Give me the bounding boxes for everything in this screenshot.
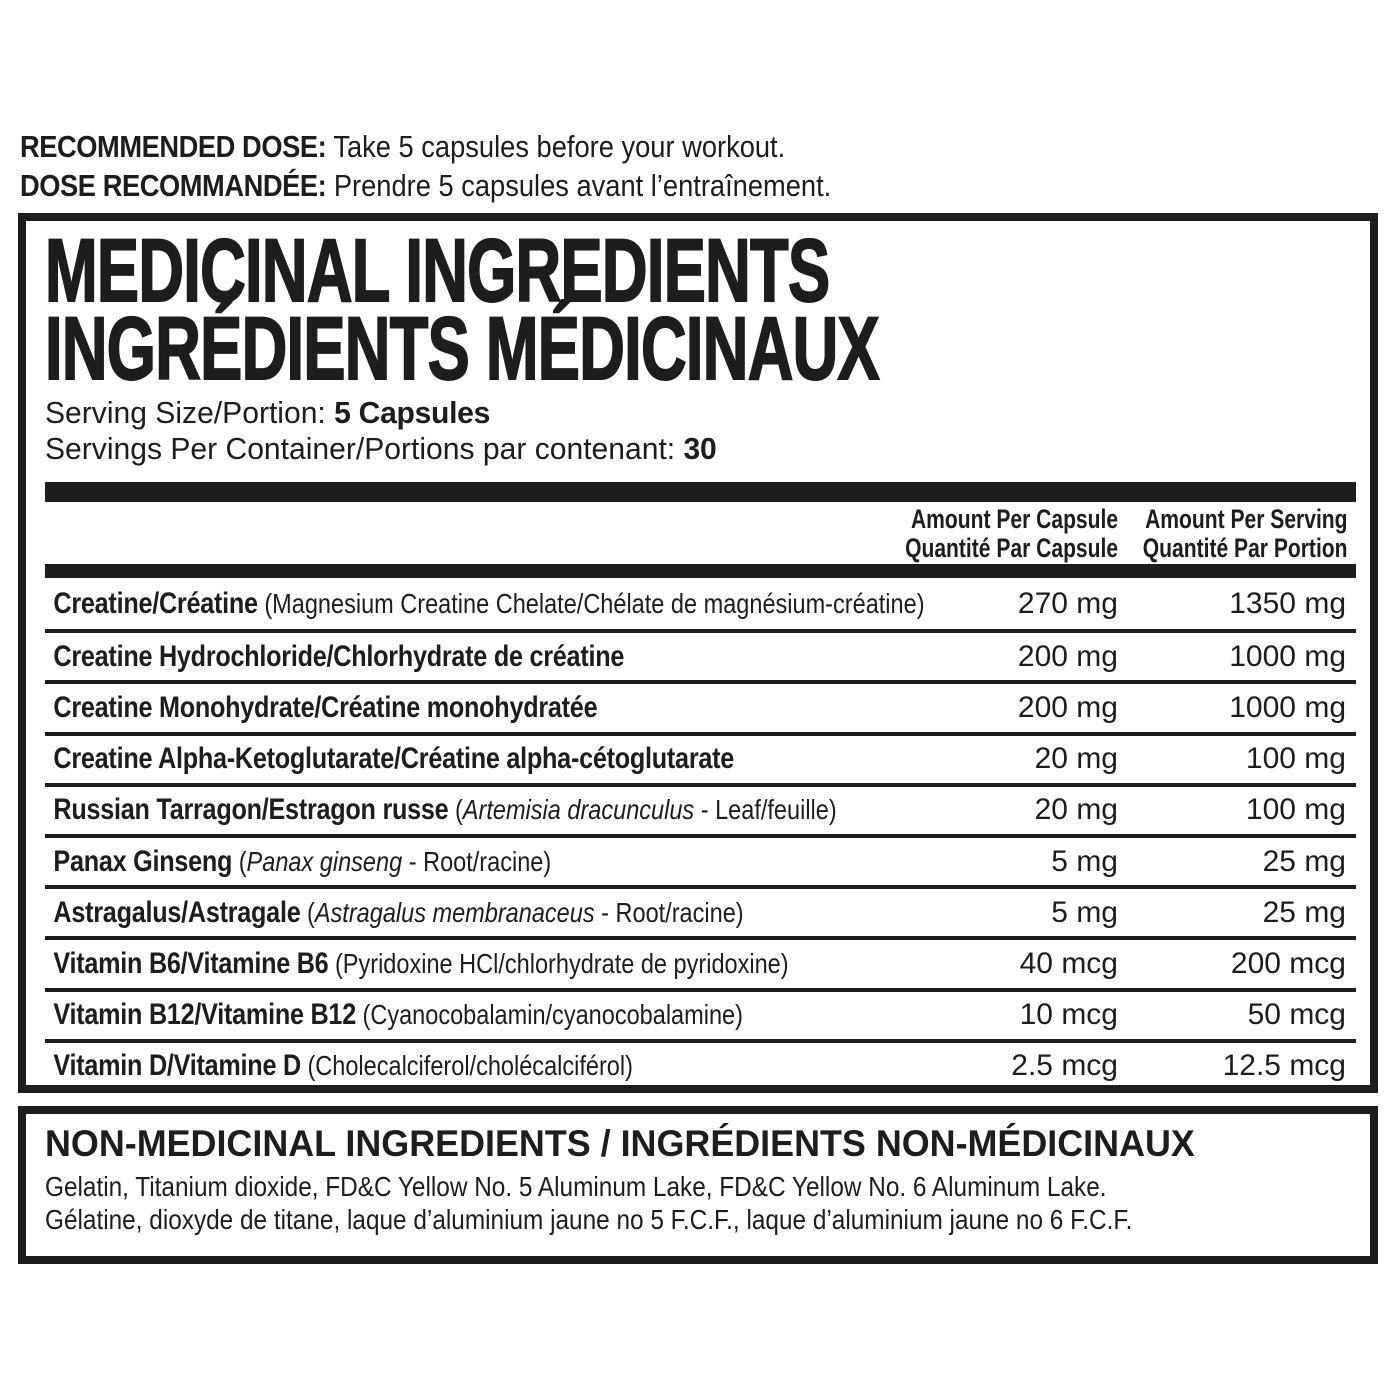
dose-text-en: Take 5 capsules before your workout. — [326, 129, 786, 164]
ingredient-name-cell — [45, 742, 804, 776]
ingredient-name-cell — [45, 793, 837, 827]
amount-per-capsule: 10 mcg — [1019, 998, 1118, 1032]
ingredient-name-cell — [45, 691, 804, 725]
ingredient-row — [45, 783, 1356, 834]
panel-title-fr: INGRÉDIENTS MÉDICINAUX — [45, 298, 879, 398]
ingredient-name: Russian Tarragon/Estragon russe — [53, 793, 449, 827]
ingredient-name-cell — [45, 998, 804, 1032]
dose-text-fr: Prendre 5 capsules avant l’entraînement. — [326, 168, 832, 203]
serving-size-label: Serving Size/Portion: — [45, 395, 335, 430]
dose-section — [20, 127, 942, 205]
panel-title-en: MEDICINAL INGREDIENTS — [45, 220, 830, 320]
dose-line-fr — [20, 166, 831, 205]
dose-label-fr: DOSE RECOMMANDÉE: — [20, 168, 327, 203]
ingredient-name: Vitamin B6/Vitamine B6 — [53, 946, 329, 980]
column-header-per-serving — [1143, 505, 1348, 563]
ingredient-row — [45, 988, 1356, 1039]
ingredient-row — [45, 885, 1356, 936]
ingredient-detail: (Artemisia dracunculus - Leaf/feuille) — [448, 794, 837, 826]
serving-size-line — [45, 395, 1317, 431]
panel-title — [45, 220, 1356, 398]
amount-per-serving: 25 mg — [1262, 895, 1346, 929]
ingredient-row — [45, 732, 1356, 783]
ingredient-name: Vitamin B12/Vitamine B12 — [53, 998, 356, 1032]
ingredient-table — [45, 578, 1356, 1090]
column-header-per-serving-fr: Quantité Par Portion — [1143, 533, 1348, 563]
amount-per-serving: 100 mg — [1245, 793, 1346, 827]
ingredient-detail: (Cholecalciferol/cholécalciférol) — [300, 1050, 633, 1082]
column-header-per-serving-en: Amount Per Serving — [1145, 504, 1348, 534]
ingredient-name: Vitamin D/Vitamine D — [53, 1049, 301, 1083]
amount-per-capsule: 270 mg — [1017, 586, 1118, 620]
amount-per-capsule: 2.5 mcg — [1011, 1049, 1118, 1083]
header-top-bar — [45, 482, 1356, 502]
amount-per-serving: 200 mcg — [1230, 946, 1346, 980]
amount-per-serving: 12.5 mcg — [1222, 1049, 1346, 1083]
non-medicinal-text-fr: Gélatine, dioxyde de titane, laque d’aluminium jaune no 5 F.C.F., laque d’aluminium jaune no 6 F.C.F. — [45, 1204, 1133, 1235]
amount-per-capsule: 20 mg — [1034, 742, 1118, 776]
amount-per-capsule: 5 mg — [1051, 844, 1118, 878]
ingredient-name: Creatine Alpha-Ketoglutarate/Créatine alpha-cétoglutarate — [53, 742, 735, 776]
ingredient-name-cell — [45, 947, 804, 981]
ingredient-name-cell — [45, 896, 804, 930]
column-header-per-capsule — [905, 505, 1118, 563]
amount-per-capsule: 200 mg — [1017, 639, 1118, 673]
ingredient-name-cell — [45, 640, 804, 674]
ingredient-name: Panax Ginseng — [53, 844, 233, 878]
ingredient-name: Creatine Monohydrate/Créatine monohydratée — [53, 690, 598, 724]
amount-per-serving: 25 mg — [1262, 844, 1346, 878]
servings-per-container-label: Servings Per Container/Portions par contenant: — [45, 431, 684, 466]
ingredient-name-cell — [45, 845, 804, 879]
medicinal-ingredients-panel — [18, 213, 1378, 1093]
ingredient-detail: (Panax ginseng - Root/racine) — [232, 845, 552, 877]
amount-per-serving: 50 mcg — [1247, 998, 1346, 1032]
amount-per-serving: 1000 mg — [1229, 639, 1346, 673]
ingredient-name: Astragalus/Astragale — [53, 895, 301, 929]
amount-per-capsule: 200 mg — [1017, 690, 1118, 724]
servings-per-container-line — [45, 431, 1317, 467]
amount-per-serving: 1350 mg — [1229, 586, 1346, 620]
serving-size-value: 5 Capsules — [334, 395, 491, 430]
amount-per-serving: 1000 mg — [1229, 690, 1346, 724]
non-medicinal-text-en: Gelatin, Titanium dioxide, FD&C Yellow No. 5 Aluminum Lake, FD&C Yellow No. 6 Aluminum Lake. — [45, 1171, 1107, 1202]
dose-line-en — [20, 127, 831, 166]
ingredient-row — [45, 1039, 1356, 1090]
dose-label-en: RECOMMENDED DOSE: — [20, 129, 327, 164]
amount-per-serving: 100 mg — [1245, 742, 1346, 776]
column-header-per-capsule-en: Amount Per Capsule — [910, 504, 1118, 534]
ingredient-name-cell — [45, 1049, 804, 1083]
amount-per-capsule: 5 mg — [1051, 895, 1118, 929]
ingredient-row — [45, 834, 1356, 885]
ingredient-name-cell — [45, 586, 925, 621]
ingredient-detail: (Magnesium Creatine Chelate/Chélate de magnésium-créatine) — [257, 587, 925, 619]
ingredient-row — [45, 680, 1356, 731]
header-bottom-bar — [45, 564, 1356, 578]
serving-info — [45, 395, 1356, 467]
non-medicinal-ingredients-panel — [18, 1106, 1378, 1264]
ingredient-detail: (Pyridoxine HCl/chlorhydrate de pyridoxine) — [328, 947, 789, 979]
amount-per-capsule: 40 mcg — [1019, 946, 1118, 980]
ingredient-detail: (Cyanocobalamin/cyanocobalamine) — [355, 999, 743, 1031]
ingredient-name: Creatine Hydrochloride/Chlorhydrate de créatine — [53, 639, 625, 673]
ingredient-row — [45, 629, 1356, 680]
ingredient-row — [45, 936, 1356, 987]
ingredient-row — [45, 578, 1356, 629]
ingredient-detail: (Astragalus membranaceus - Root/racine) — [300, 896, 744, 928]
non-medicinal-title: NON-MEDICINAL INGREDIENTS / INGRÉDIENTS NON-MÉDICINAUX — [45, 1123, 1195, 1164]
column-header-per-capsule-fr: Quantité Par Capsule — [904, 533, 1118, 563]
ingredient-name: Creatine/Créatine — [53, 586, 258, 620]
table-header — [45, 502, 1356, 564]
servings-per-container-value: 30 — [683, 431, 717, 466]
amount-per-capsule: 20 mg — [1034, 793, 1118, 827]
